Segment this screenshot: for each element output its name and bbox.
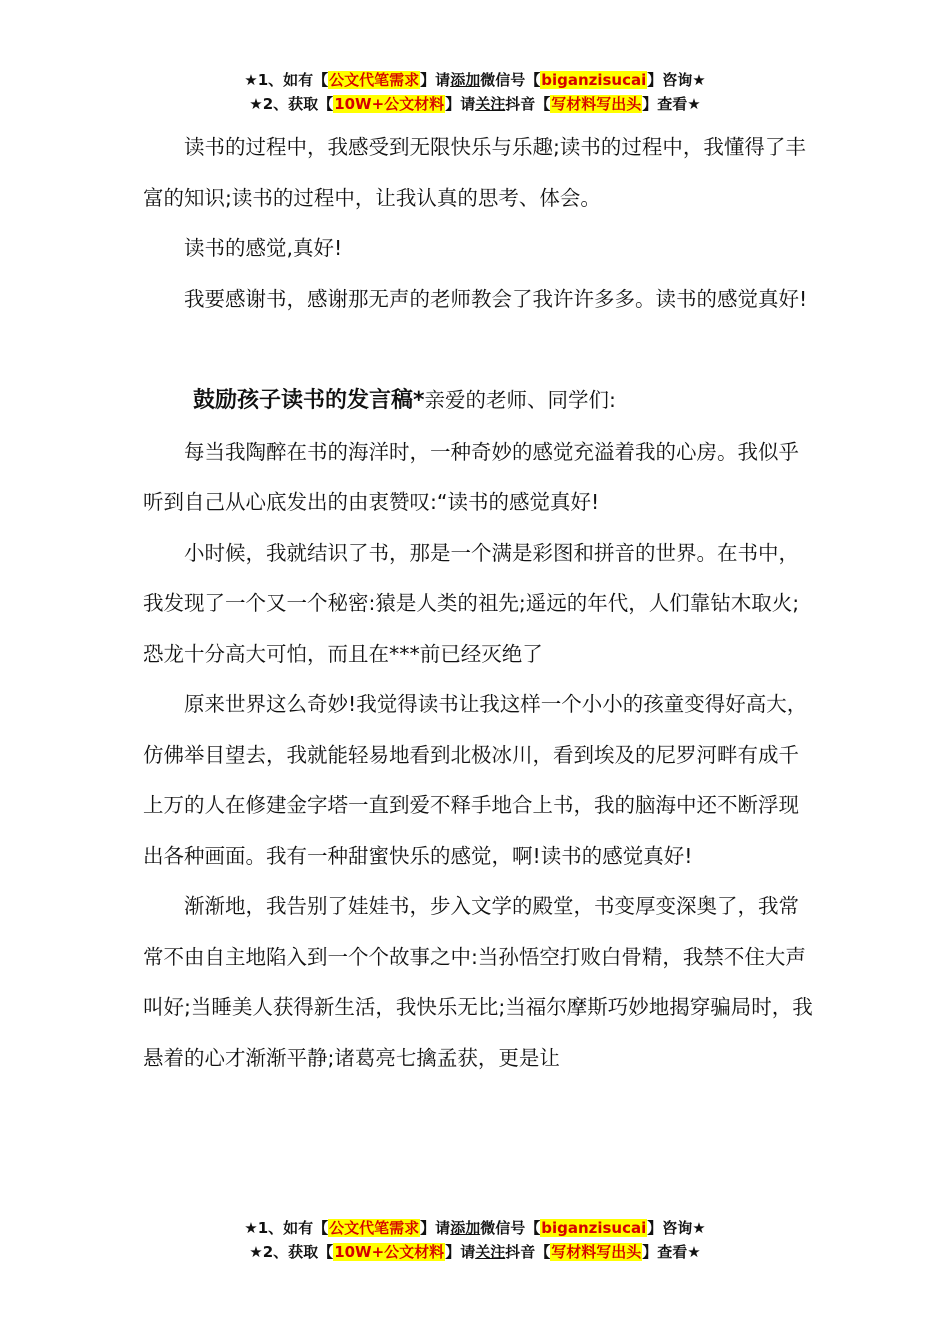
paragraph: 读书的感觉,真好! xyxy=(184,236,343,260)
speech-greeting: 亲爱的老师、同学们: xyxy=(424,388,616,412)
banner-highlight: biganzisucai xyxy=(541,1219,647,1237)
top-banner xyxy=(0,68,950,116)
banner-highlight: 公文代笔需求 xyxy=(329,71,420,89)
banner-text: ★1、如有【 xyxy=(244,71,329,89)
banner-underlined: 关注 xyxy=(475,1243,506,1261)
banner-line-1 xyxy=(0,68,950,92)
banner-text: ★2、获取【 xyxy=(249,95,334,113)
banner-highlight: 写材料写出头 xyxy=(551,1243,642,1261)
banner-text: 】请 xyxy=(445,95,476,113)
paragraph: 渐渐地，我告别了娃娃书，步入文学的殿堂，书变厚变深奥了，我常常不由自主地陷入到一个个故事之中:当孙悟空打败白骨精，我禁不住大声叫好;当睡美人获得新生活，我快乐无比;当福尔摩斯巧妙地揭穿骗局时，我悬着的心才渐渐平静;诸葛亮七擒孟获，更是让 xyxy=(143,894,813,1070)
banner-text: 】请 xyxy=(420,71,451,89)
banner-line-2 xyxy=(0,1240,950,1264)
paragraph: 每当我陶醉在书的海洋时，一种奇妙的感觉充溢着我的心房。我似乎听到自己从心底发出的由衷赞叹:“读书的感觉真好! xyxy=(143,439,799,514)
banner-text: 】请 xyxy=(445,1243,476,1261)
paragraph: 读书的过程中，我感受到无限快乐与乐趣;读书的过程中，我懂得了丰富的知识;读书的过程中，让我认真的思考、体会。 xyxy=(143,135,806,210)
banner-text: 】查看★ xyxy=(642,1243,701,1261)
banner-highlight: 10W+公文材料 xyxy=(334,1243,445,1261)
banner-text: 抖音【 xyxy=(505,1243,551,1261)
banner-highlight: 写材料写出头 xyxy=(551,95,642,113)
banner-line-2 xyxy=(0,92,950,116)
banner-text: 】查看★ xyxy=(642,95,701,113)
paragraph: 小时候，我就结识了书，那是一个满是彩图和拼音的世界。在书中，我发现了一个又一个秘密:猿是人类的祖先;遥远的年代，人们靠钻木取火;恐龙十分高大可怕，而且在***前已经灭绝了 xyxy=(143,540,800,666)
speech-title: 鼓励孩子读书的发言稿* xyxy=(193,388,425,413)
banner-text: 微信号【 xyxy=(480,1219,541,1237)
banner-underlined: 关注 xyxy=(475,95,506,113)
banner-highlight: 10W+公文材料 xyxy=(334,95,445,113)
banner-highlight: 公文代笔需求 xyxy=(329,1219,420,1237)
banner-highlight: biganzisucai xyxy=(541,71,647,89)
document-body xyxy=(143,122,815,1083)
banner-underlined: 添加 xyxy=(450,71,481,89)
banner-text: 】请 xyxy=(420,1219,451,1237)
banner-text: ★1、如有【 xyxy=(244,1219,329,1237)
banner-text: 微信号【 xyxy=(480,71,541,89)
banner-text: 抖音【 xyxy=(505,95,551,113)
speech-heading xyxy=(143,375,815,427)
banner-text: 】咨询★ xyxy=(647,71,706,89)
paragraph: 原来世界这么奇妙!我觉得读书让我这样一个小小的孩童变得好高大，仿佛举目望去，我就能轻易地看到北极冰川，看到埃及的尼罗河畔有成千上万的人在修建金字塔一直到爱不释手地合上书，我的脑海中还不断浮现出各种画面。我有一种甜蜜快乐的感觉，啊!读书的感觉真好! xyxy=(143,692,808,868)
paragraph: 我要感谢书，感谢那无声的老师教会了我许许多多。读书的感觉真好! xyxy=(184,286,808,311)
banner-text: ★2、获取【 xyxy=(249,1243,334,1261)
bottom-banner xyxy=(0,1216,950,1264)
banner-text: 】咨询★ xyxy=(647,1219,706,1237)
banner-line-1 xyxy=(0,1216,950,1240)
banner-underlined: 添加 xyxy=(450,1219,481,1237)
